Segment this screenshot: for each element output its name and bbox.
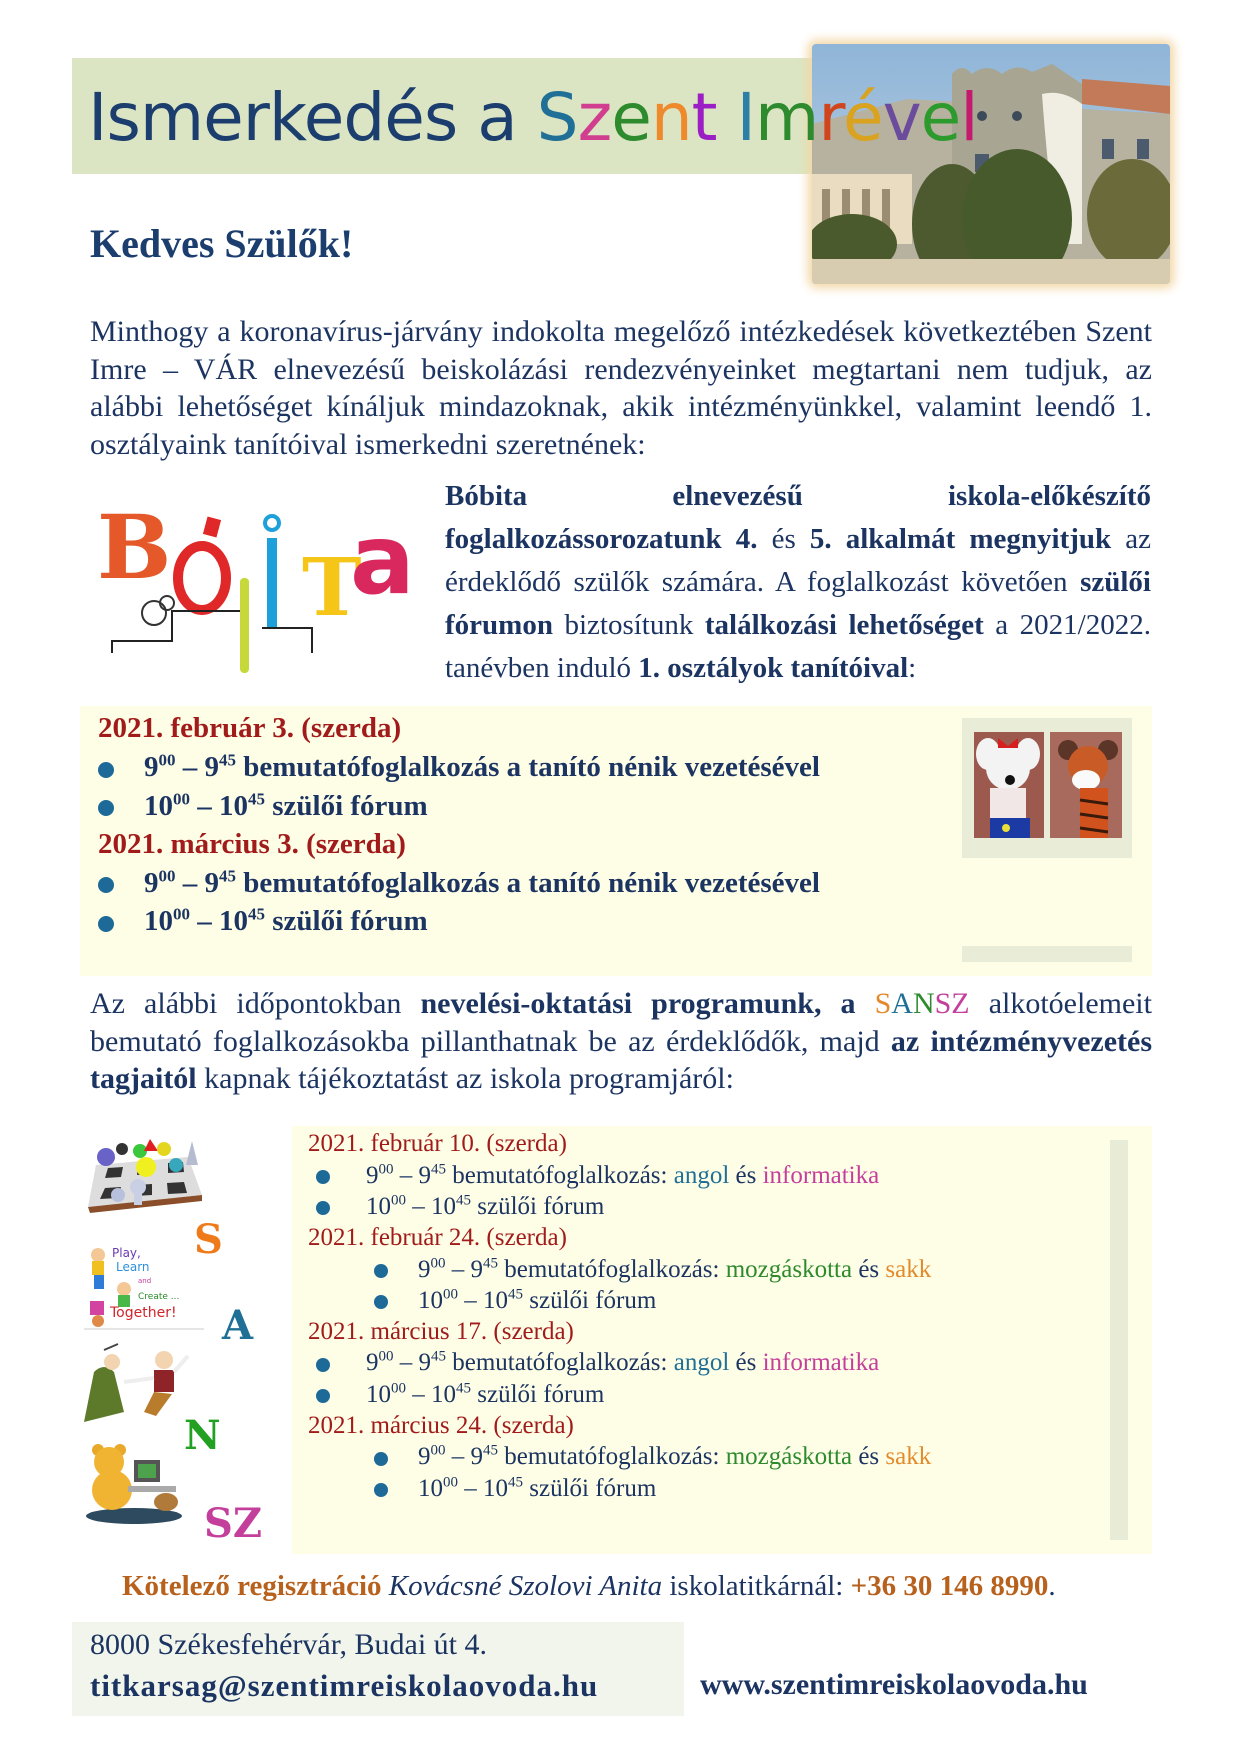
bullet-icon [374, 1452, 388, 1466]
schedule-item [98, 789, 820, 828]
title-char [717, 79, 737, 156]
schedule-item [98, 905, 820, 944]
title-char: e [920, 79, 961, 156]
title-char: S [536, 79, 578, 156]
bullet-icon [98, 800, 114, 816]
schedule-item-text: $10^{00} - 10^{45}$ szülői fórum [144, 789, 428, 822]
title-char: e [611, 79, 651, 156]
sansz-paragraph [90, 985, 1152, 1098]
title-char: t [691, 79, 717, 156]
schedule-item-text: $9^{00} - 9^{45}$ bemutatófoglalkozás a tanító nénik vezetésével [144, 866, 820, 899]
bobita-letter-b: B [97, 495, 172, 599]
subject-angol: angol [673, 1161, 730, 1189]
sansz-text-letter: A [891, 987, 913, 1020]
text: az érdeklődő szülők számára. A foglalkozást követően [445, 523, 1152, 598]
schedule-item [308, 1380, 931, 1411]
schedule-sansz [308, 1130, 931, 1506]
subject-angol: angol [673, 1349, 730, 1377]
puppets-image [962, 718, 1132, 858]
page-title [88, 70, 978, 166]
text: Az alábbi időpontokban [90, 987, 421, 1020]
bold-text: Bóbita elnevezésű iskola-előkészítő foglalkozássorozatunk 4. [445, 480, 1151, 555]
schedule-item [308, 1161, 931, 1192]
title-char: v [882, 79, 921, 156]
chess-image [88, 1135, 204, 1213]
title-char: m [755, 79, 819, 156]
subject-mozgáskotta: mozgáskotta [725, 1255, 853, 1283]
schedule-item-text: $10^{00} - 10^{45}$ szülői fórum [366, 1192, 605, 1220]
title-char: z [577, 79, 612, 156]
title-char: Ismerkedés a [88, 79, 537, 156]
schedule-item-text: $9^{00} - 9^{45}$ bemutatófoglalkozás: angol és informatika [366, 1161, 880, 1189]
create-text: Create ... [138, 1292, 180, 1302]
bold-text: 1. osztályok tanítóival [638, 652, 909, 684]
schedule-item [308, 1193, 931, 1224]
schedule-item [308, 1286, 931, 1317]
title-char: r [818, 79, 843, 156]
bullet-icon [98, 877, 114, 893]
sansz-letter-n: N [184, 1412, 221, 1459]
registration-line [122, 1570, 1056, 1603]
play-learn-create-image [84, 1245, 204, 1331]
text: és [757, 523, 810, 555]
schedule-date: 2021. március 24. (szerda) [308, 1411, 574, 1439]
svg-text:T: T [302, 540, 362, 634]
schedule-item-text: $9^{00} - 9^{45}$ bemutatófoglalkozás: mozgáskotta és sakk [418, 1442, 932, 1471]
title-char: l [960, 79, 978, 156]
title-char: I [736, 79, 756, 156]
schedule-item-text: $9^{00} - 9^{45}$ bemutatófoglalkozás: mozgáskotta és sakk [418, 1255, 932, 1283]
schedule-bobita [98, 712, 820, 943]
svg-text:a: a [350, 504, 415, 616]
decorative-strip [1110, 1140, 1128, 1540]
subject-mozgáskotta: mozgáskotta [725, 1443, 853, 1471]
decorative-strip [962, 946, 1132, 962]
schedule-item-text: $10^{00} - 10^{45}$ szülői fórum [366, 1380, 605, 1408]
address: 8000 Székesfehérvár, Budai út 4. [90, 1628, 488, 1661]
sansz-text-letter: S [874, 987, 892, 1020]
registration-mid: iskolatitkárnál: [662, 1570, 851, 1602]
bullet-icon [316, 1201, 330, 1215]
subject-informatika: informatika [762, 1349, 880, 1377]
schedule-item [98, 751, 820, 790]
together-text: Together! [110, 1305, 177, 1321]
title-char: é [843, 79, 883, 156]
schedule-date: 2021. február 24. (szerda) [308, 1223, 567, 1251]
schedule-date: 2021. március 17. (szerda) [308, 1317, 574, 1345]
bullet-icon [98, 762, 114, 778]
bold-text: 5. alkalmát megnyitjuk [809, 523, 1112, 555]
bullet-icon [98, 916, 114, 932]
schedule-item [308, 1349, 931, 1380]
bobita-logo-image [92, 483, 424, 679]
bullet-icon [316, 1170, 330, 1184]
text: a 2021/2022. tanévben induló [445, 609, 1151, 684]
schedule-item-text: $10^{00} - 10^{45}$ szülői fórum [144, 904, 428, 938]
intro-paragraph: Minthogy a koronavírus-járvány indokolta megelőző intézkedések következtében Szent Imre – VÁR elnevezésű beiskolázási rendezvényeinket megtartani nem tudjuk, az alábbi lehetőséget kínáljuk mindazoknak, akik intézményünkkel, valamint leendő 1. osztályaink tanítóival ismerkedni szeretnének: [90, 315, 1152, 461]
and-text: and [138, 1277, 152, 1285]
bullet-icon [374, 1483, 388, 1497]
bold-text: szülői fórumon [445, 566, 1151, 641]
text: : [908, 652, 917, 684]
sansz-letter-sz: SZ [204, 1500, 263, 1547]
play-text: Play, [112, 1246, 141, 1260]
sansz-text-letter: N [912, 987, 935, 1020]
title-char: n [650, 79, 692, 156]
schedule-item [308, 1443, 931, 1474]
schedule-item-text: $10^{00} - 10^{45}$ szülői fórum [418, 1286, 657, 1314]
sansz-text-letter: SZ [934, 987, 970, 1020]
schedule-item [308, 1255, 931, 1286]
text: az intézményvezetés tagjaitól [90, 1024, 1152, 1095]
schedule-item-text: $9^{00} - 9^{45}$ bemutatófoglalkozás a tanító nénik vezetésével [144, 750, 820, 784]
learn-text: Learn [116, 1260, 150, 1274]
schedule-item [308, 1474, 931, 1505]
bear-computer-image [84, 1442, 184, 1524]
subject-sakk: sakk [885, 1443, 932, 1471]
subject-informatika: informatika [762, 1161, 880, 1189]
bobita-paragraph [445, 475, 1151, 690]
email-link[interactable]: titkarsag@szentimreiskolaovoda.hu [90, 1668, 599, 1703]
schedule-date: 2021. február 3. (szerda) [98, 712, 402, 744]
schedule-item-text: $10^{00} - 10^{45}$ szülői fórum [418, 1474, 657, 1502]
bullet-icon [374, 1264, 388, 1278]
sansz-letter-s: S [194, 1216, 223, 1263]
schedule-date: 2021. február 10. (szerda) [308, 1130, 567, 1157]
text: alkotóelemeit bemutató foglalkozásokba pillanthatnak be az érdeklődők, majd [90, 987, 1152, 1058]
text: nevelési-oktatási programunk, a [420, 987, 875, 1020]
dancing-couple-image [84, 1342, 194, 1434]
schedule-item [98, 866, 820, 905]
greeting-heading: Kedves Szülők! [90, 221, 354, 266]
bold-text: találkozási lehetőséget [704, 609, 984, 641]
text: kapnak tájékoztatást az iskola programjáról: [196, 1062, 734, 1095]
secretary-name: Kovácsné Szolovi Anita [388, 1570, 663, 1602]
schedule-date: 2021. március 3. (szerda) [98, 827, 406, 860]
bullet-icon [316, 1358, 330, 1372]
registration-end: . [1048, 1570, 1056, 1602]
bullet-icon [316, 1389, 330, 1403]
subject-sakk: sakk [885, 1255, 932, 1283]
phone-number[interactable]: +36 30 146 8990 [850, 1570, 1049, 1602]
sansz-letter-a: A [222, 1302, 254, 1349]
text: biztosítunk [552, 609, 705, 641]
registration-label: Kötelező regisztráció [122, 1570, 382, 1602]
bullet-icon [374, 1295, 388, 1309]
website-link[interactable]: www.szentimreiskolaovoda.hu [700, 1668, 1088, 1701]
schedule-item-text: $9^{00} - 9^{45}$ bemutatófoglalkozás: angol és informatika [366, 1349, 880, 1377]
